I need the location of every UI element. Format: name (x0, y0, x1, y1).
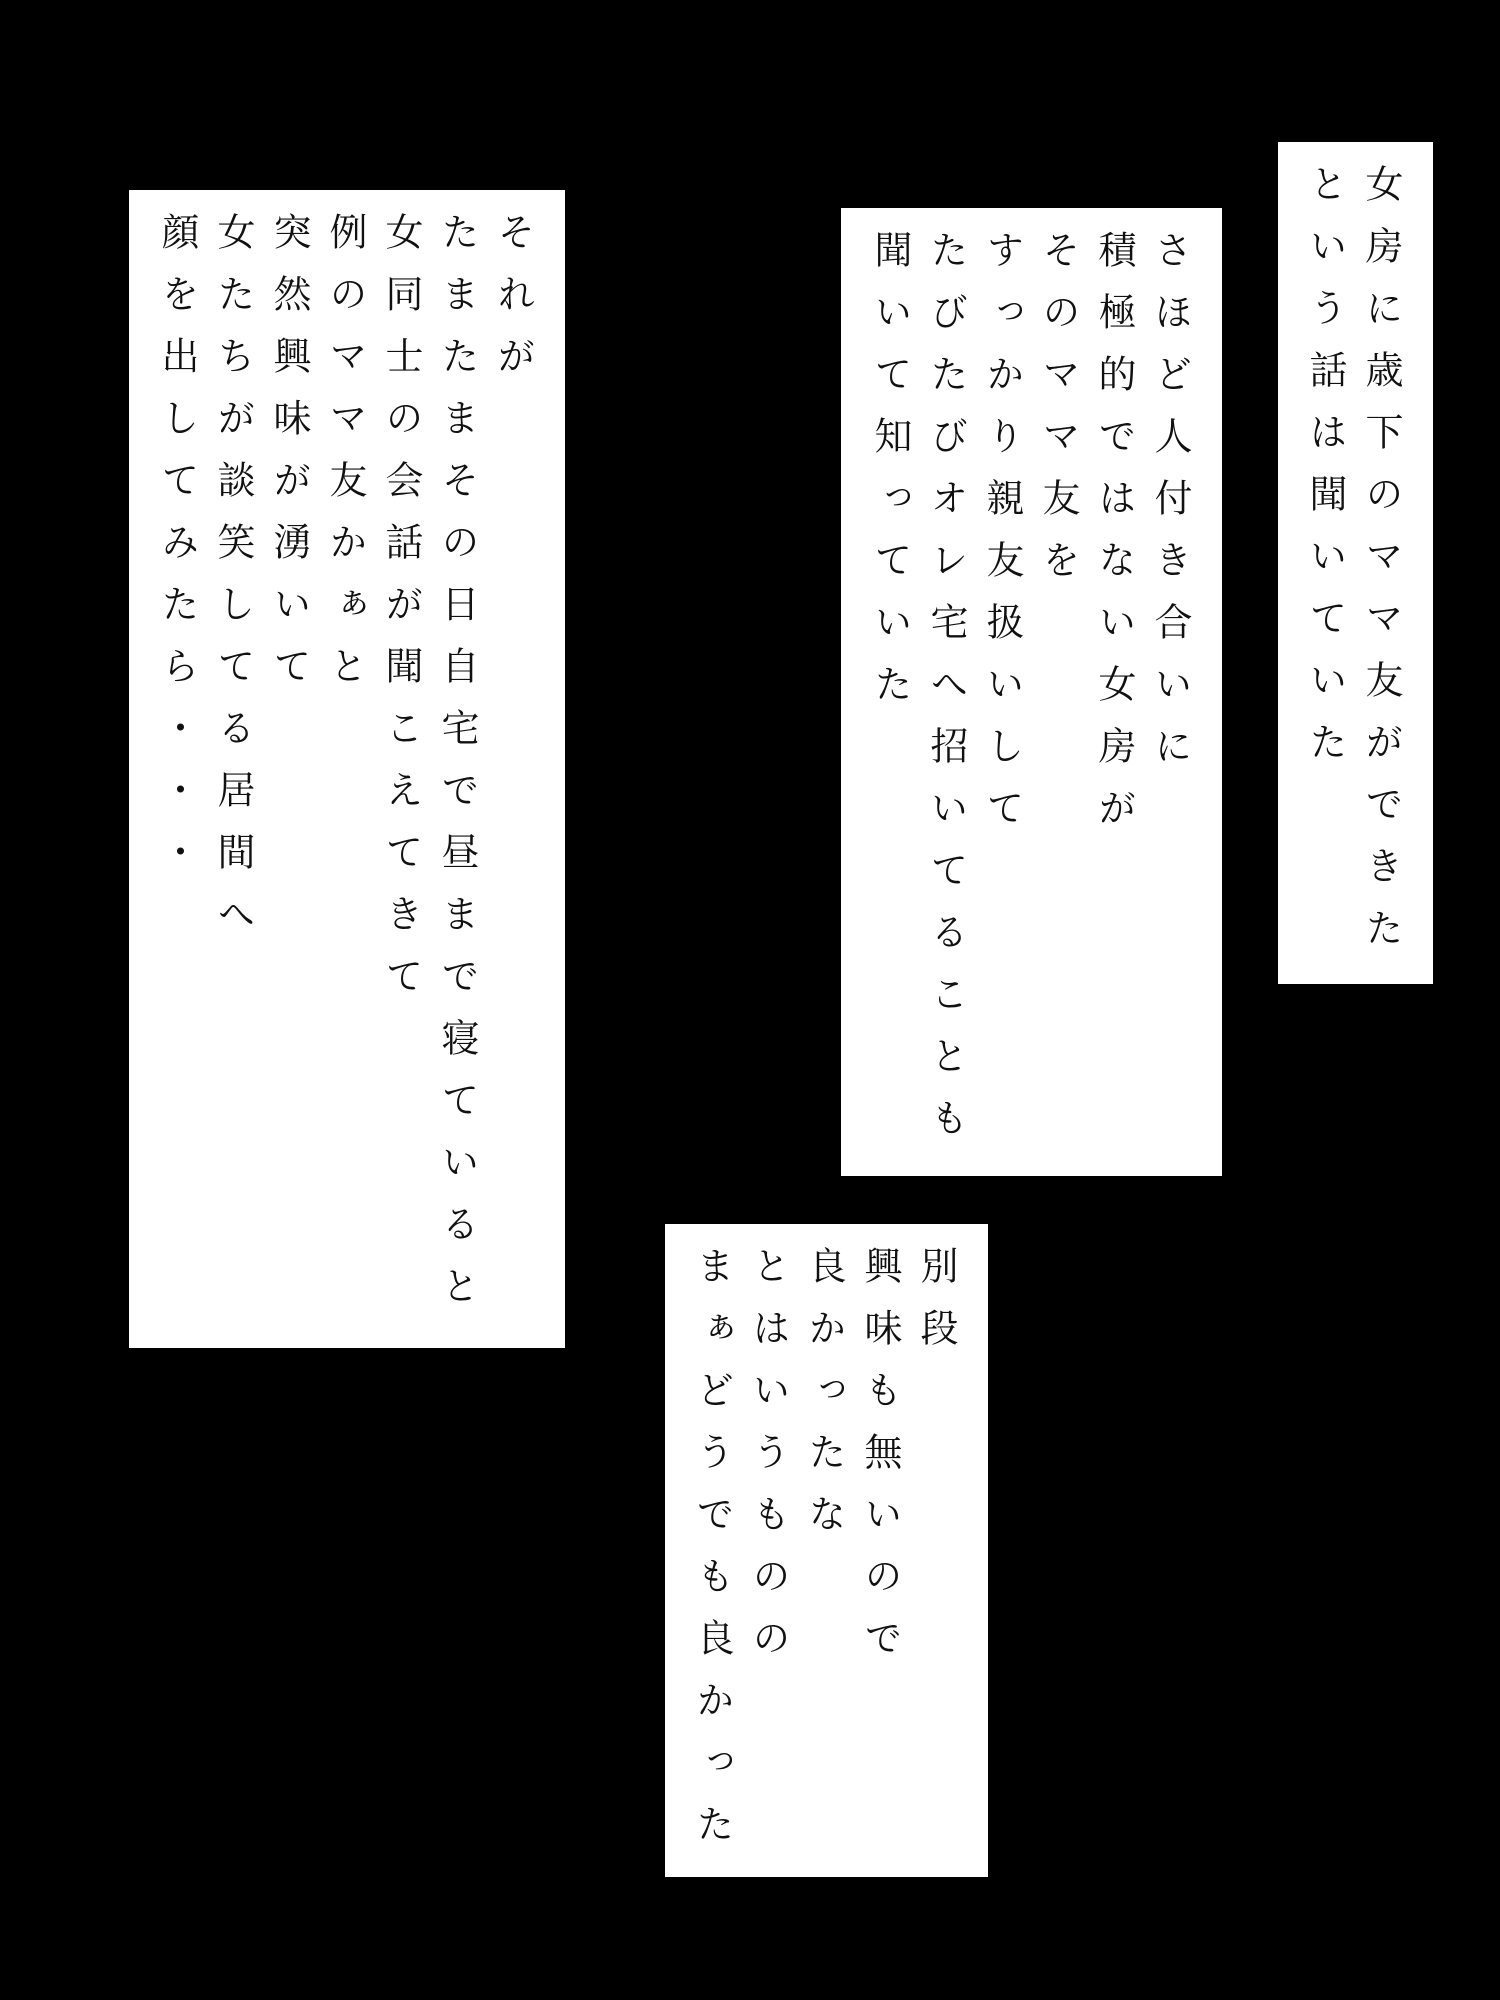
caption-text-4: 別段 興味も無いので 良かったな とはいうものの まぁどうでも良かった (690, 1246, 958, 1866)
caption-text-3: それが たまたまその日自宅で昼まで寝ていると 女同士の会話が聞こえてきて 例のママ友かぁと 突然興味が湧いて 女たちが談笑してる居間へ 顔を出してみたら・・・ (155, 212, 535, 1328)
caption-box-1 (1278, 142, 1433, 984)
caption-box-4 (665, 1224, 988, 1877)
caption-text-1: 女房に歳下のママ友ができた という話は聞いていた (1303, 164, 1403, 970)
caption-text-2: さほど人付き合いに 積極的ではない女房が そのママ友を すっかり親友扱いして たびたびオレ宅へ招いてることも 聞いて知っていた (868, 230, 1192, 1160)
caption-box-3 (129, 190, 565, 1348)
caption-box-2 (841, 208, 1222, 1176)
